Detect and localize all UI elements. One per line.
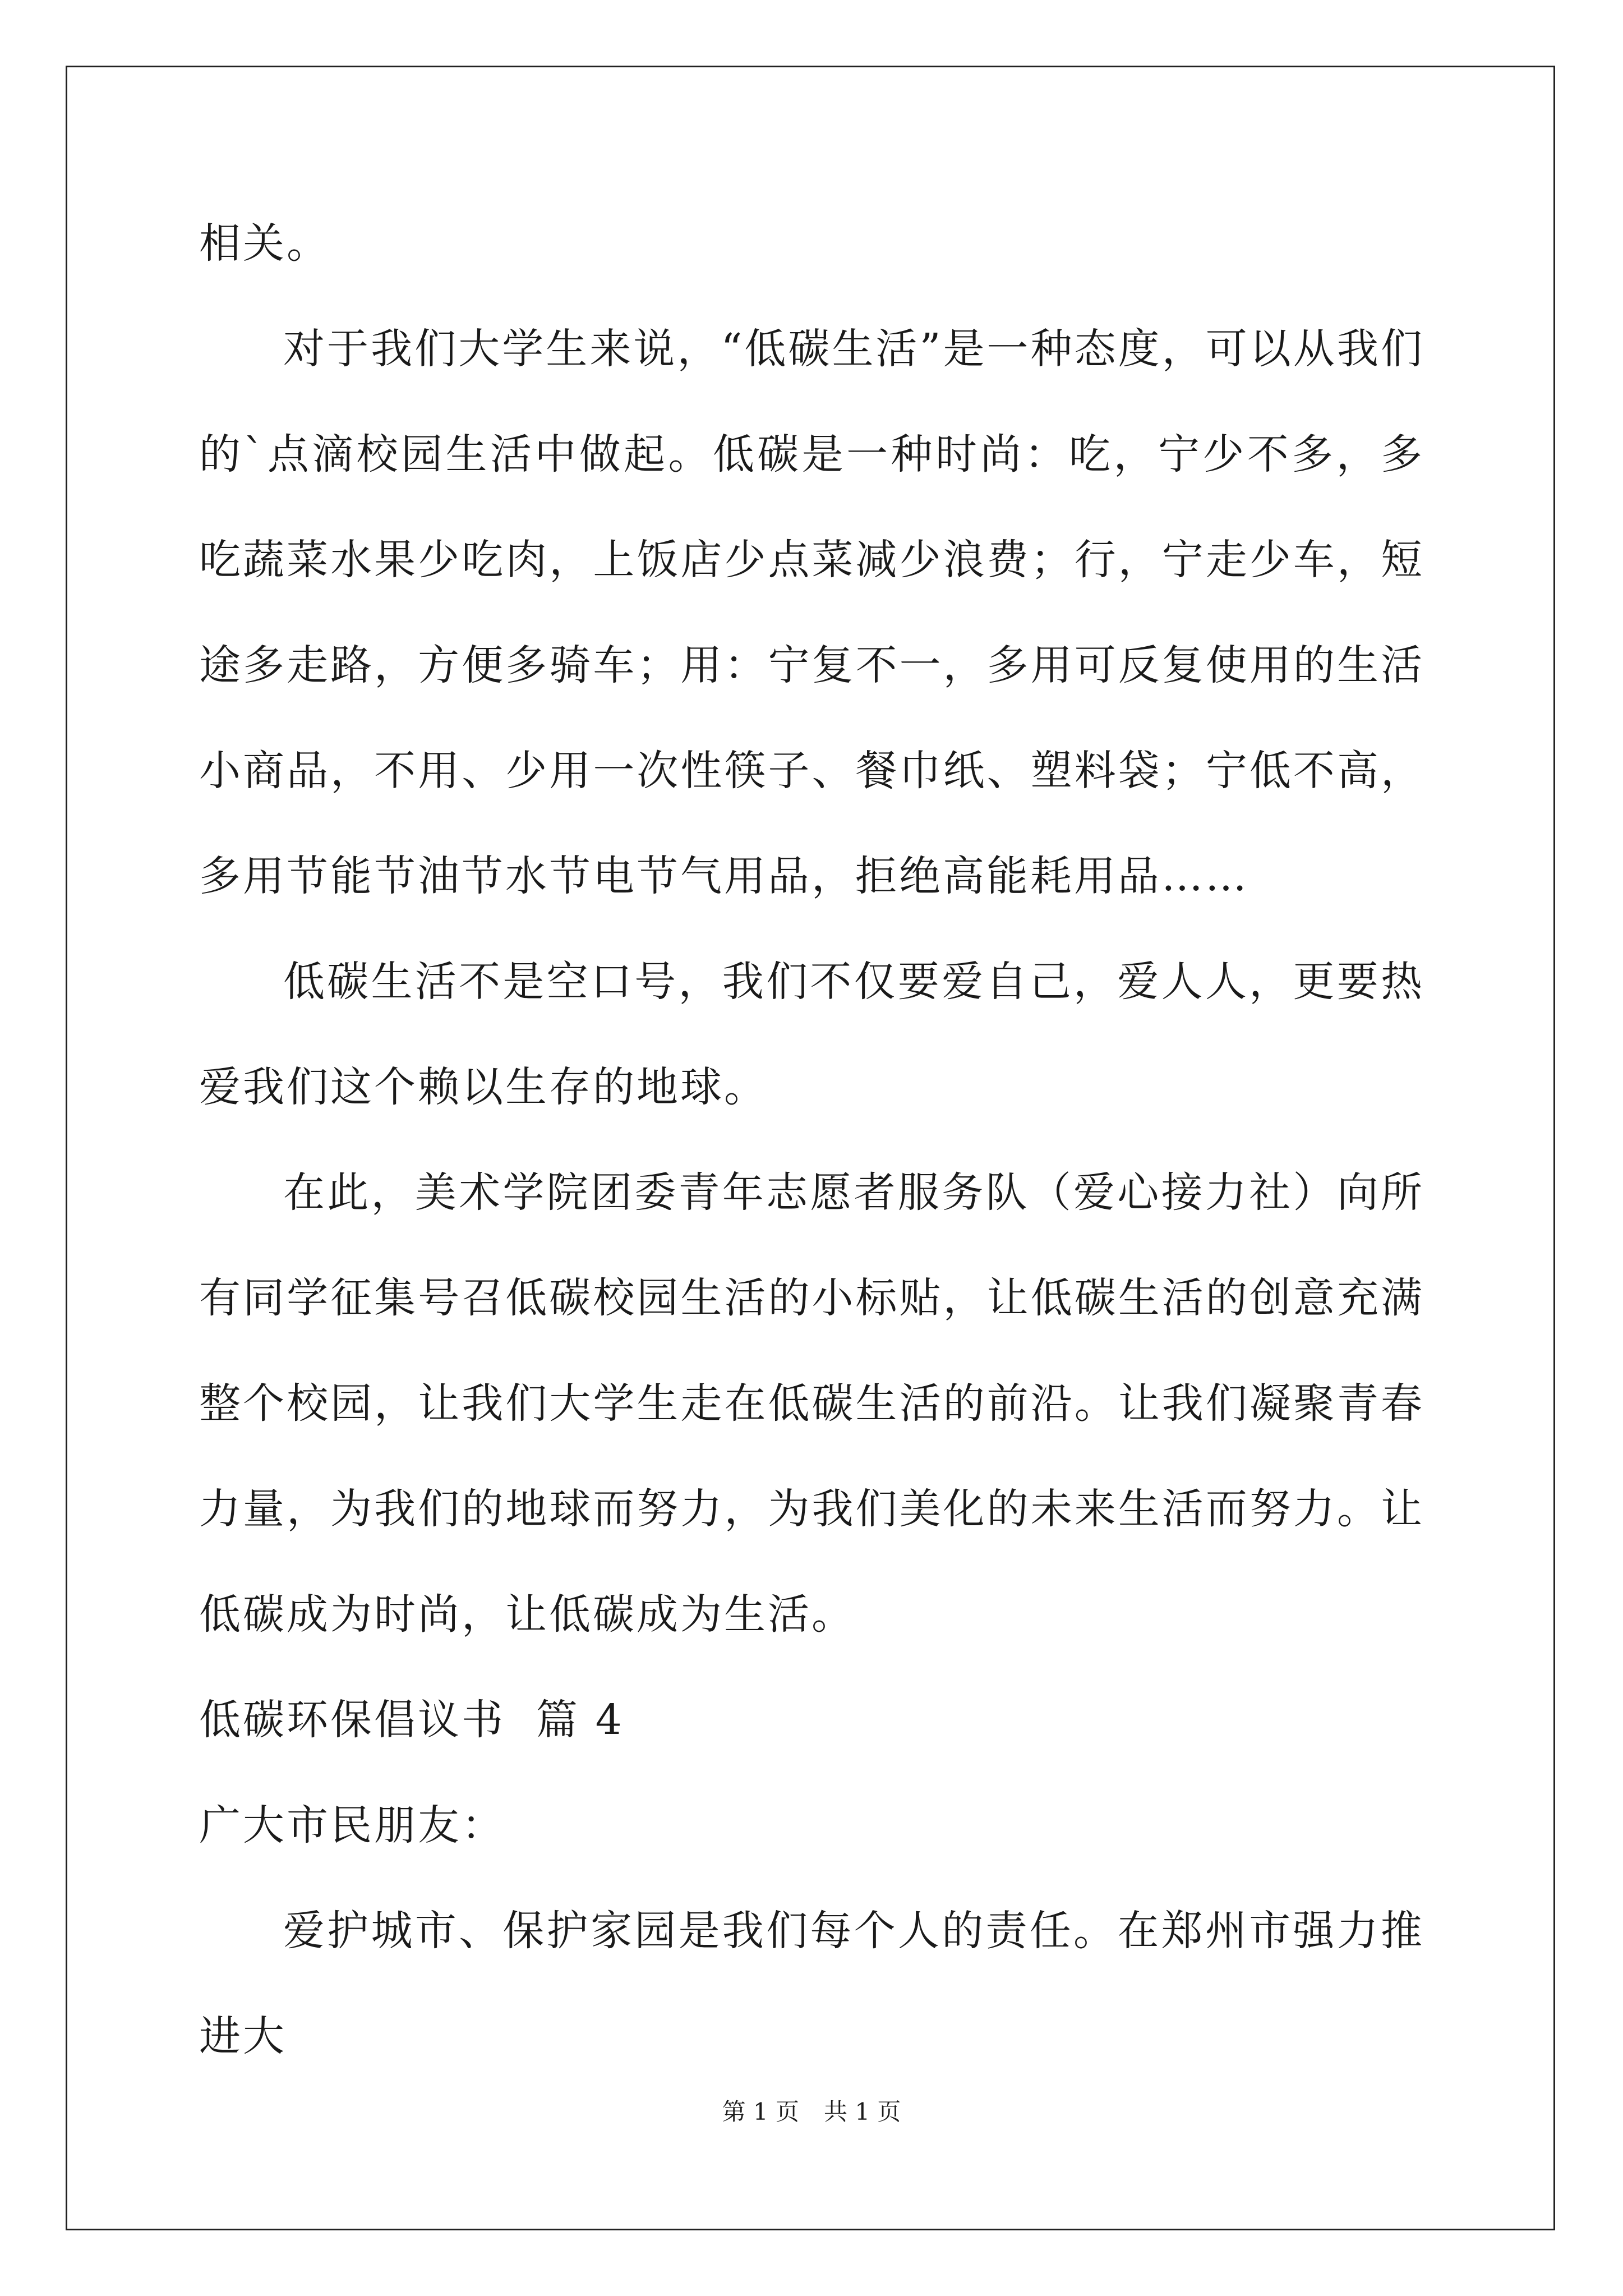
paragraph-call-to-action: 在此，美术学院团委青年志愿者服务队（爱心接力社）向所有同学征集号召低碳校园生活的小标贴，让低碳生活的创意充满整个校园，让我们大学生走在低碳生活的前沿。让我们凝聚青春力量，为我们的地球而努力，为我们美化的未来生活而努力。让低碳成为时尚，让低碳成为生活。 bbox=[199, 1168, 1424, 1639]
page-number: 第 1 页 bbox=[722, 2098, 799, 2125]
paragraph-love-earth: 低碳生活不是空口号，我们不仅要爱自己，爱人人，更要热爱我们这个赖以生存的地球。 bbox=[199, 958, 1424, 1111]
page-footer bbox=[0, 2098, 1623, 2126]
document-body bbox=[199, 191, 1424, 2089]
page-total: 共 1 页 bbox=[824, 2098, 901, 2125]
paragraph-protect-home: 爱护城市、保护家园是我们每个人的责任。在郑州市强力推进大 bbox=[199, 1907, 1424, 2060]
paragraph-continuation: 相关。 bbox=[199, 219, 330, 268]
salutation: 广大市民朋友： bbox=[199, 1801, 505, 1849]
section-heading: 低碳环保倡议书 篇 4 bbox=[199, 1696, 624, 1744]
paragraph-low-carbon-attitude: 对于我们大学生来说，“低碳生活”是一种态度，可以从我们的`点滴校园生活中做起。低碳是一种时尚：吃，宁少不多，多吃蔬菜水果少吃肉，上饭店少点菜减少浪费；行，宁走少车，短途多走路，方便多骑车；用：宁复不一，多用可反复使用的生活小商品，不用、少用一次性筷子、餐巾纸、塑料袋；宁低不高，多用节能节油节水节电节气用品，拒绝高能耗用品…… bbox=[199, 325, 1424, 900]
